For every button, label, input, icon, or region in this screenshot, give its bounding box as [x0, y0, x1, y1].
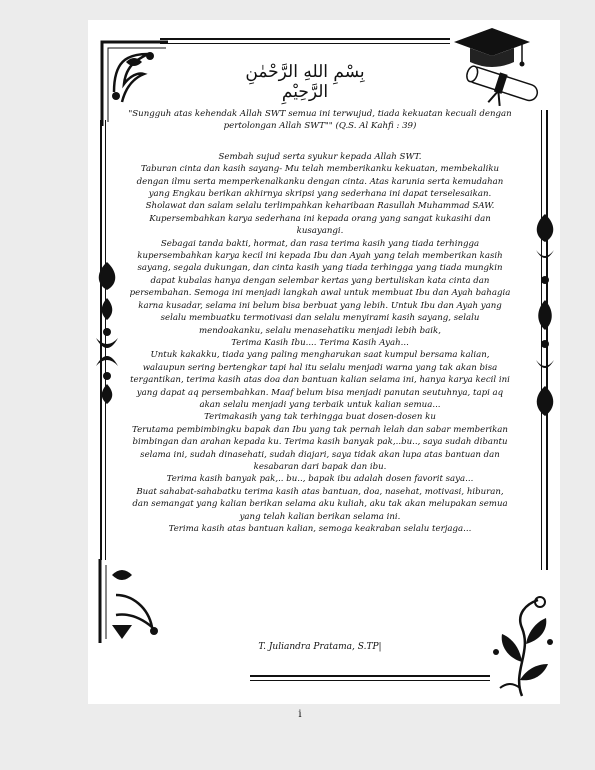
paragraph-6: Untuk kakakku, tiada yang paling mengharukan saat kumpul bersama kalian, walaupun sering bertengkar tapi hal itu selalu menjadi warna yang tak akan bisa tergantikan, terima kasih atas doa dan bantuan kalian selama ini, hanya karya kecil ini yang dapat aq persembahkan. Maaf belum bisa menjadi panutan seutuhnya, tapi aq akan selalu menjadi yang terbaik untuk kalian semua... — [130, 350, 510, 410]
dedication-text — [128, 108, 512, 535]
frame-top-line-inner — [160, 43, 450, 44]
page-number: i — [298, 709, 302, 720]
frame-bottom-line-inner — [250, 680, 490, 681]
side-flourish-icon-right — [530, 210, 560, 430]
corner-scroll-icon-bottom-left — [92, 555, 172, 650]
paragraph-9: Terima kasih banyak pak,.. bu.., bapak ibu adalah dosen favorit saya... — [166, 474, 474, 485]
opening-quote: "Sungguh atas kehendak Allah SWT semua ini terwujud, tiada kekuatan kecuali dengan pertolongan Allah SWT"" (Q.S. Al Kahfi : 39) — [128, 109, 512, 132]
bismillah-calligraphy: بِسْمِ اللهِ الرَّحْمٰنِ الرَّحِيْمِ — [245, 62, 365, 102]
side-flourish-icon — [92, 258, 122, 408]
floral-vine-icon — [482, 592, 562, 702]
paragraph-7: Terimakasih yang tak terhingga buat dosen-dosen ku — [204, 412, 436, 423]
frame-top-line-outer — [160, 38, 450, 40]
paragraph-4: Sebagai tanda bakti, hormat, dan rasa terima kasih yang tiada terhingga kupersembahkan karya kecil ini kepada Ibu dan Ayah yang telah memberikan kasih sayang, segala dukungan, dan cinta kasih yang tiada terhingga yang tiada mungkin dapat kubalas hanya dengan selembar kertas yang bertuliskan kata cinta dan persembahan. Semoga ini menjadi langkah awal untuk membuat Ibu dan Ayah bahagia karna kusadar, selama ini belum bisa berbuat yang lebih. Untuk Ibu dan Ayah yang selalu membuatku termotivasi dan selalu menyirami kasih sayang, selalu mendoakanku, selalu menasehatiku menjadi lebih baik, — [129, 238, 511, 336]
frame-bottom-line-outer — [250, 675, 490, 677]
paragraph-8: Terutama pembimbingku bapak dan Ibu yang tak pernah lelah dan sabar memberikan bimbingan dan arahan kepada ku. Terima kasih banyak pak,..bu.., saya sudah dibantu selama ini, sudah dinasehati, sudah diajari, saya tidak akan lupa atas bantuan dan kesabaran dari bapak dan ibu. — [132, 424, 508, 472]
paragraph-2: Taburan cinta dan kasih sayang- Mu telah memberikanku kekuatan, membekaliku dengan ilmu serta memperkenalkanku dengan cinta. Atas karunia serta kemudahan yang Engkau berikan akhirnya skripsi yang sederhana ini dapat terselesaikan. Sholawat dan salam selalu terlimpahkan keharibaan Rasullah Muhammad SAW. — [136, 164, 504, 212]
diploma-scroll-icon — [458, 62, 548, 110]
paragraph-11: Terima kasih atas bantuan kalian, semoga keakraban selalu terjaga... — [168, 524, 472, 534]
paragraph-5: Terima Kasih Ibu.... Terima Kasih Ayah... — [231, 337, 409, 348]
signature-name: T. Juliandra Pratama, S.TP| — [258, 642, 382, 652]
paragraph-3: Kupersembahkan karya sederhana ini kepada orang yang sangat kukasihi dan kusayangi. — [149, 213, 491, 237]
paragraph-10: Buat sahabat-sahabatku terima kasih atas bantuan, doa, nasehat, motivasi, hiburan, dan semangat yang kalian berikan selama aku kuliah, aku tak akan melupakan semua yang telah kalian berikan selama ini. — [132, 486, 508, 522]
paragraph-1: Sembah sujud serta syukur kepada Allah SWT. — [218, 151, 422, 162]
